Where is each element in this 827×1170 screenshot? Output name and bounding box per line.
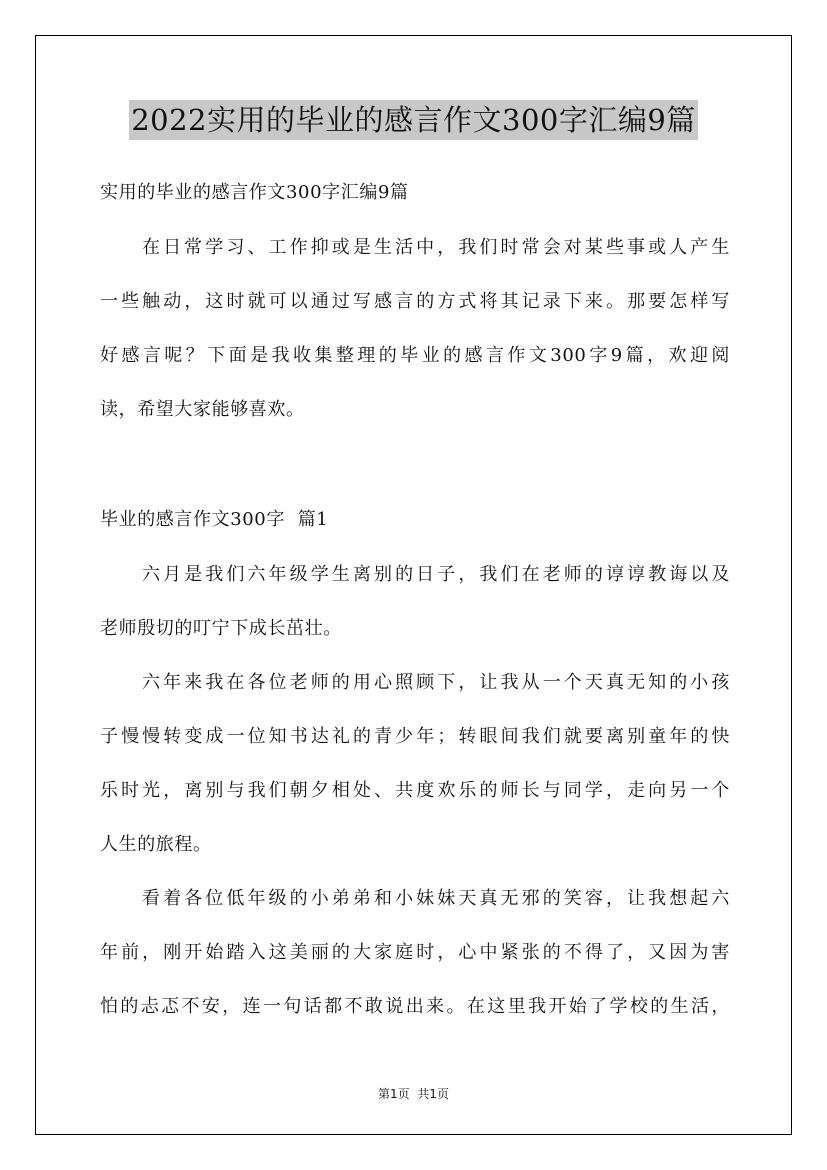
- section-heading: 毕业的感言作文300字 篇1: [100, 509, 329, 530]
- paragraph-line: 六年来我在各位老师的用心照顾下，让我从一个天真无知的小孩: [142, 672, 730, 693]
- paragraph-line: 老师殷切的叮宁下成长茁壮。: [100, 618, 342, 639]
- page-number: 第1页 共1页: [378, 1087, 449, 1101]
- document-subtitle: 实用的毕业的感言作文300字汇编9篇: [100, 182, 409, 203]
- paragraph-line: 乐时光，离别与我们朝夕相处、共度欢乐的师长与同学，走向另一个: [100, 780, 730, 801]
- paragraph-line: 怕的忐忑不安，连一句话都不敢说出来。在这里我开始了学校的生活，: [100, 996, 730, 1017]
- paragraph-line: 看着各位低年级的小弟弟和小妹妹天真无邪的笑容，让我想起六: [142, 888, 730, 909]
- paragraph-line: 子慢慢转变成一位知书达礼的青少年；转眼间我们就要离别童年的快: [100, 726, 730, 747]
- intro-line: 一些触动，这时就可以通过写感言的方式将其记录下来。那要怎样写: [100, 291, 730, 312]
- title-block: [0, 100, 827, 140]
- intro-line: 好感言呢？下面是我收集整理的毕业的感言作文300字9篇，欢迎阅: [100, 345, 730, 366]
- intro-line: 读，希望大家能够喜欢。: [100, 399, 305, 420]
- intro-line: 在日常学习、工作抑或是生活中，我们时常会对某些事或人产生: [142, 237, 730, 258]
- document-title: 2022实用的毕业的感言作文300字汇编9篇: [129, 100, 698, 140]
- paragraph-line: 人生的旅程。: [100, 834, 212, 855]
- paragraph-line: 六月是我们六年级学生离别的日子，我们在老师的谆谆教诲以及: [142, 564, 730, 585]
- paragraph-line: 年前，刚开始踏入这美丽的大家庭时，心中紧张的不得了，又因为害: [100, 942, 730, 963]
